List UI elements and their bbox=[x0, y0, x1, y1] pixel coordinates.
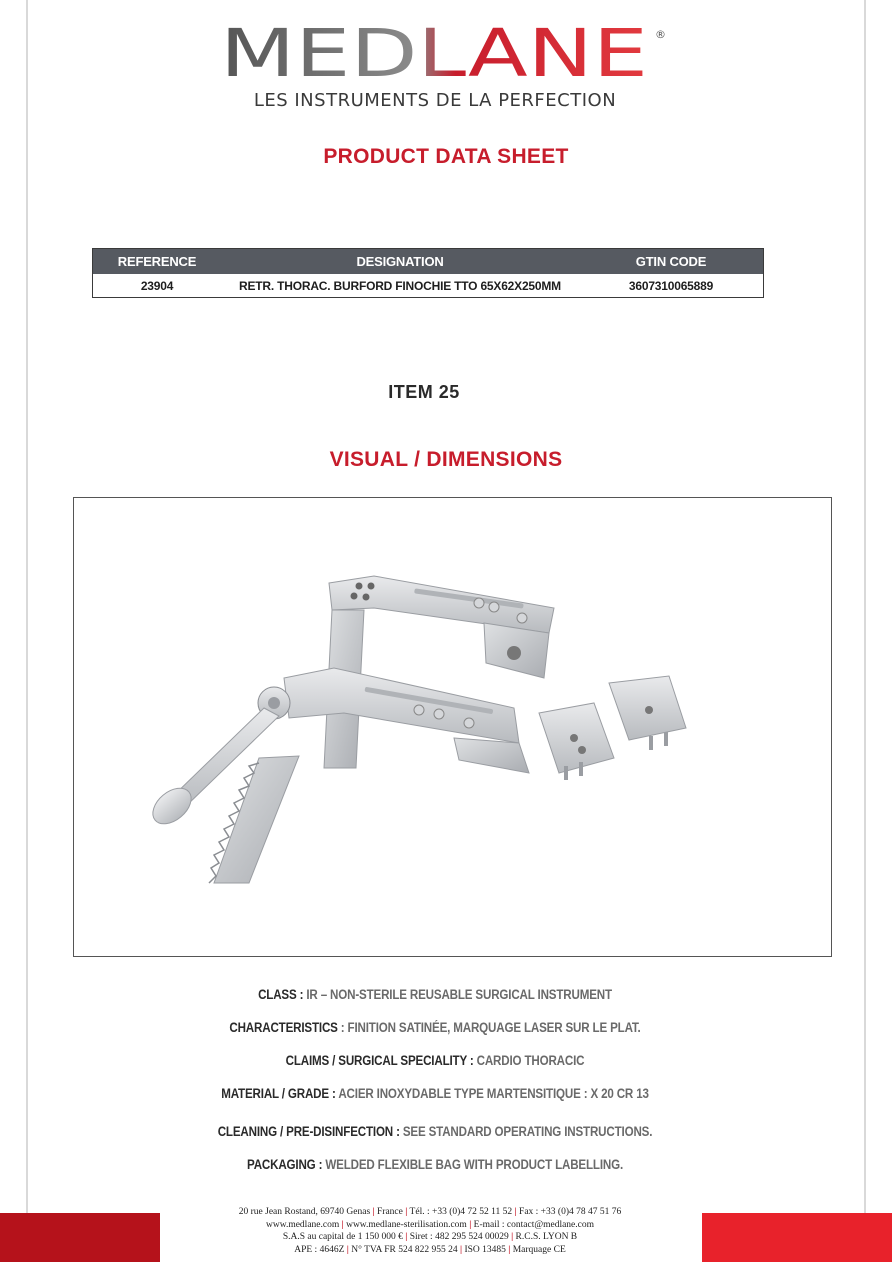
spec-key: CLAIMS / SURGICAL SPECIALITY : bbox=[285, 1053, 474, 1068]
brand-tagline: LES INSTRUMENTS DE LA PERFECTION bbox=[253, 90, 617, 111]
footer-ape: APE : 4646Z bbox=[294, 1244, 345, 1255]
column-header-reference: REFERENCE bbox=[93, 249, 222, 275]
table-row bbox=[93, 274, 764, 298]
page-border-left bbox=[26, 0, 28, 1262]
footer-sterilisation-link[interactable]: www.medlane-sterilisation.com bbox=[346, 1219, 467, 1230]
logo-wordmark: MEDLANE bbox=[220, 22, 648, 82]
footer-vat: N° TVA FR 524 822 955 24 bbox=[351, 1244, 458, 1255]
column-header-gtin: GTIN CODE bbox=[579, 249, 764, 275]
item-label: ITEM 25 bbox=[388, 382, 460, 402]
footer-country: France bbox=[377, 1207, 403, 1217]
footer-fax: Fax : +33 (0)4 78 47 51 76 bbox=[519, 1207, 622, 1217]
spec-key: CHARACTERISTICS bbox=[229, 1020, 338, 1035]
company-footer bbox=[160, 1206, 700, 1256]
spec-key: MATERIAL / GRADE : bbox=[221, 1086, 336, 1101]
footer-address: 20 rue Jean Rostand, 69740 Genas bbox=[238, 1207, 371, 1217]
spec-class bbox=[61, 987, 809, 1002]
footer-capital: S.A.S au capital de 1 150 000 € bbox=[282, 1232, 403, 1242]
spec-material bbox=[61, 1086, 809, 1101]
product-table bbox=[92, 248, 764, 298]
spec-characteristics bbox=[61, 1020, 809, 1035]
page-border-right bbox=[864, 0, 866, 1262]
footer-ce-marking: Marquage CE bbox=[512, 1244, 566, 1255]
table-header-row bbox=[93, 249, 764, 275]
spec-packaging bbox=[61, 1157, 809, 1172]
spec-value: CARDIO THORACIC bbox=[473, 1053, 585, 1068]
spec-value: SEE STANDARD OPERATING INSTRUCTIONS. bbox=[399, 1124, 653, 1139]
footer-rcs: R.C.S. LYON B bbox=[515, 1232, 578, 1242]
spec-value: IR – NON-STERILE REUSABLE SURGICAL INSTRUMENT bbox=[303, 987, 612, 1002]
sheet-title: PRODUCT DATA SHEET bbox=[323, 145, 569, 168]
spec-key: CLASS : bbox=[258, 987, 304, 1002]
spec-value: ACIER INOXYDABLE TYPE MARTENSITIQUE : X 20 CR 13 bbox=[335, 1086, 649, 1101]
footer-website-link[interactable]: www.medlane.com bbox=[265, 1219, 340, 1230]
spec-claims bbox=[61, 1053, 809, 1068]
medlane-logo bbox=[218, 22, 678, 82]
visual-dimensions-title: VISUAL / DIMENSIONS bbox=[329, 448, 563, 471]
footer-email-link[interactable]: E-mail : contact@medlane.com bbox=[473, 1219, 594, 1230]
column-header-designation: DESIGNATION bbox=[221, 249, 579, 275]
spec-key: CLEANING / PRE-DISINFECTION : bbox=[217, 1124, 400, 1139]
cell-gtin: 3607310065889 bbox=[628, 278, 714, 293]
footer-line-legal: S.A.S au capital de 1 150 000 € | Siret : 482 295 524 00029 | R.C.S. LYON B bbox=[282, 1232, 578, 1242]
cell-designation: RETR. THORAC. BURFORD FINOCHIE TTO 65X62X250MM bbox=[239, 278, 561, 293]
footer-bar-right bbox=[702, 1213, 892, 1262]
spec-value: WELDED FLEXIBLE BAG WITH PRODUCT LABELLING. bbox=[322, 1157, 624, 1172]
footer-line-web: www.medlane.com | www.medlane-sterilisation.com | E-mail : contact@medlane.com bbox=[265, 1219, 594, 1230]
spec-key: PACKAGING : bbox=[246, 1157, 323, 1172]
footer-bar-left bbox=[0, 1213, 160, 1262]
retractor-illustration bbox=[74, 498, 831, 956]
footer-siret: Siret : 482 295 524 00029 bbox=[409, 1232, 509, 1242]
footer-line-tax: APE : 4646Z | N° TVA FR 524 822 955 24 | ISO 13485 | Marquage CE bbox=[294, 1244, 566, 1255]
registered-mark: ® bbox=[655, 28, 666, 41]
cell-reference: 23904 bbox=[140, 278, 174, 293]
footer-phone: Tél. : +33 (0)4 72 52 11 52 bbox=[409, 1207, 513, 1217]
product-image bbox=[73, 497, 832, 957]
spec-value: : FINITION SATINÉE, MARQUAGE LASER SUR LE PLAT. bbox=[337, 1020, 641, 1035]
footer-line-address: 20 rue Jean Rostand, 69740 Genas | France | Tél. : +33 (0)4 72 52 11 52 | Fax : +33 (0)4 78 47 51 76 bbox=[238, 1207, 622, 1217]
footer-iso: ISO 13485 bbox=[464, 1244, 506, 1255]
spec-cleaning bbox=[61, 1124, 809, 1139]
